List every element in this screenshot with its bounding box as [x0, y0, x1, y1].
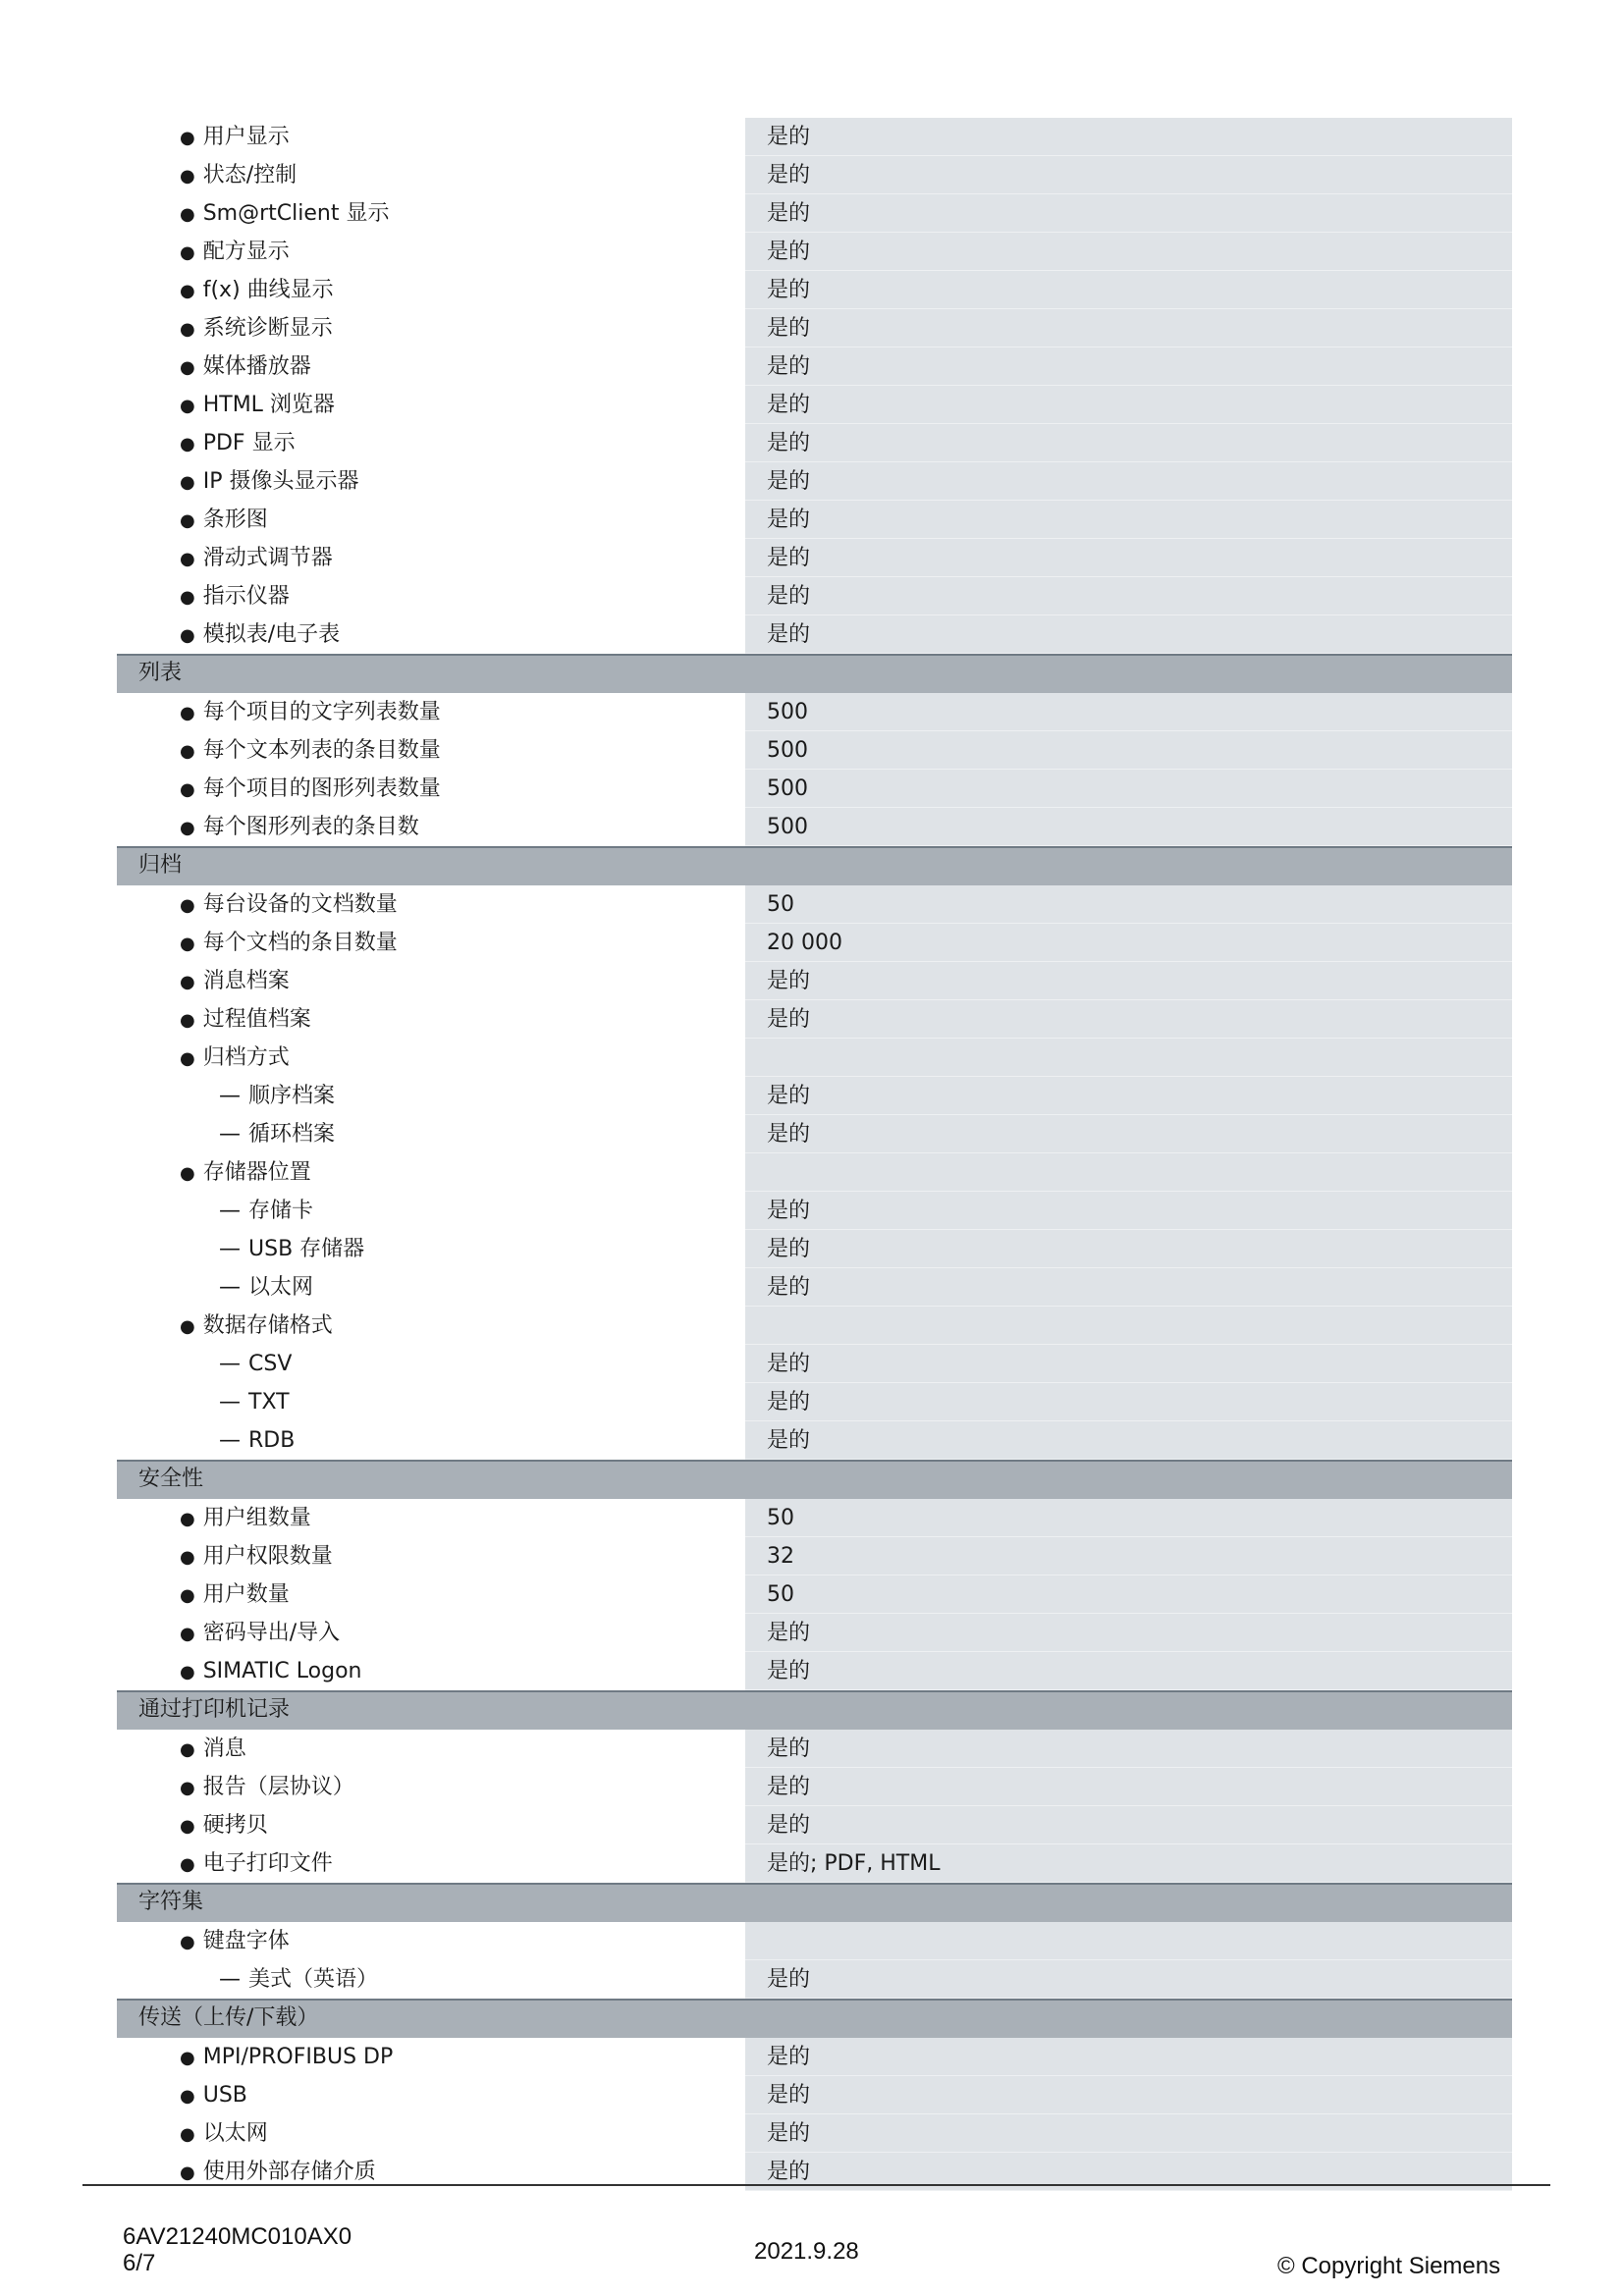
spec-label — [117, 424, 745, 462]
bullet-icon: ● — [180, 128, 195, 148]
spec-value: 是的 — [745, 615, 1512, 654]
spec-label — [117, 2114, 745, 2153]
section-value-cell — [745, 1692, 1512, 1730]
label-text: 每个项目的文字列表数量 — [202, 700, 441, 724]
label-text: 传送（上传/下载） — [138, 2005, 319, 2030]
spec-label — [117, 615, 745, 654]
spec-value: 是的 — [745, 1652, 1512, 1690]
label-text: 归档方式 — [202, 1045, 290, 1070]
spec-label — [117, 1537, 745, 1575]
spec-value: 是的 — [745, 233, 1512, 271]
label-text: 指示仪器 — [202, 584, 290, 609]
label-text: 用户权限数量 — [202, 1544, 333, 1569]
label-text: 报告（层协议） — [202, 1775, 354, 1799]
label-text: 以太网 — [202, 2121, 268, 2146]
dash-icon: — — [219, 1967, 241, 1992]
spec-row — [117, 539, 1512, 577]
spec-label — [117, 118, 745, 156]
spec-row — [117, 615, 1512, 654]
label-text: 循环档案 — [248, 1122, 336, 1147]
spec-value: 是的 — [745, 2076, 1512, 2114]
spec-label — [117, 1230, 745, 1268]
spec-row — [117, 271, 1512, 309]
spec-row — [117, 1039, 1512, 1077]
spec-value: 是的 — [745, 424, 1512, 462]
label-text: IP 摄像头显示器 — [202, 469, 359, 494]
spec-value: 是的 — [745, 194, 1512, 233]
label-text: SIMATIC Logon — [202, 1659, 362, 1683]
spec-label — [117, 1922, 745, 1960]
spec-row — [117, 1000, 1512, 1039]
spec-value: 是的 — [745, 1421, 1512, 1460]
spec-value: 是的 — [745, 1230, 1512, 1268]
spec-row — [117, 2114, 1512, 2153]
label-text: 每个文本列表的条目数量 — [202, 738, 441, 763]
label-text: 硬拷贝 — [202, 1813, 268, 1838]
bullet-icon: ● — [180, 510, 195, 531]
spec-row — [117, 1230, 1512, 1268]
spec-value: 50 — [745, 885, 1512, 924]
spec-value: 是的 — [745, 1000, 1512, 1039]
label-text: HTML 浏览器 — [202, 393, 335, 417]
dash-icon: — — [219, 1275, 241, 1300]
label-text: 模拟表/电子表 — [202, 622, 341, 647]
bullet-icon: ● — [180, 2086, 195, 2107]
bullet-icon: ● — [180, 741, 195, 762]
dash-icon: — — [219, 1122, 241, 1147]
bullet-icon: ● — [180, 2048, 195, 2068]
section-header-row — [117, 1690, 1512, 1730]
bullet-icon: ● — [180, 2163, 195, 2183]
bullet-icon: ● — [180, 818, 195, 838]
spec-row — [117, 1922, 1512, 1960]
spec-row — [117, 2038, 1512, 2076]
spec-row — [117, 156, 1512, 194]
label-text: 滑动式调节器 — [202, 546, 333, 570]
spec-label — [117, 577, 745, 615]
label-text: 以太网 — [248, 1275, 314, 1300]
spec-row — [117, 693, 1512, 731]
label-text: 通过打印机记录 — [138, 1697, 291, 1722]
label-text: 每台设备的文档数量 — [202, 892, 398, 917]
bullet-icon: ● — [180, 281, 195, 301]
spec-row — [117, 1575, 1512, 1614]
section-header-row — [117, 1460, 1512, 1499]
spec-label — [117, 1383, 745, 1421]
spec-label — [117, 2038, 745, 2076]
label-text: CSV — [248, 1352, 293, 1376]
spec-label — [117, 1077, 745, 1115]
section-header-row — [117, 654, 1512, 693]
bullet-icon: ● — [180, 703, 195, 723]
spec-label — [117, 386, 745, 424]
label-text: 过程值档案 — [202, 1007, 311, 1032]
spec-row — [117, 885, 1512, 924]
bullet-icon: ● — [180, 1854, 195, 1875]
spec-label — [117, 962, 745, 1000]
spec-value: 是的 — [745, 118, 1512, 156]
bullet-icon: ● — [180, 472, 195, 493]
spec-value: 是的 — [745, 347, 1512, 386]
label-text: 存储器位置 — [202, 1160, 311, 1185]
section-value-cell — [745, 848, 1512, 885]
spec-value: 是的 — [745, 2153, 1512, 2191]
label-text: 媒体播放器 — [202, 354, 311, 379]
spec-label — [117, 1575, 745, 1614]
spec-value: 50 — [745, 1575, 1512, 1614]
spec-label — [117, 808, 745, 846]
spec-row — [117, 501, 1512, 539]
spec-row — [117, 808, 1512, 846]
spec-label — [117, 1115, 745, 1153]
spec-value — [745, 1307, 1512, 1345]
section-title — [117, 1692, 745, 1730]
spec-label — [117, 1421, 745, 1460]
label-text: MPI/PROFIBUS DP — [202, 2045, 394, 2069]
spec-value: 是的 — [745, 962, 1512, 1000]
spec-label — [117, 347, 745, 386]
spec-label — [117, 1768, 745, 1806]
spec-value: 500 — [745, 770, 1512, 808]
spec-row — [117, 118, 1512, 156]
spec-label — [117, 1499, 745, 1537]
spec-value: 是的 — [745, 1960, 1512, 1999]
bullet-icon: ● — [180, 779, 195, 800]
spec-row — [117, 962, 1512, 1000]
document-id: 6AV21240MC010AX0 — [123, 2223, 352, 2250]
bullet-icon: ● — [180, 396, 195, 416]
spec-row — [117, 577, 1512, 615]
label-text: RDB — [248, 1428, 296, 1453]
label-text: 每个图形列表的条目数 — [202, 815, 419, 839]
spec-row — [117, 347, 1512, 386]
label-text: 美式（英语） — [248, 1967, 379, 1992]
bullet-icon: ● — [180, 1163, 195, 1184]
section-title — [117, 1885, 745, 1922]
spec-value: 50 — [745, 1499, 1512, 1537]
spec-label — [117, 1039, 745, 1077]
spec-row — [117, 770, 1512, 808]
spec-label — [117, 770, 745, 808]
spec-row — [117, 924, 1512, 962]
spec-value: 500 — [745, 808, 1512, 846]
spec-value: 是的 — [745, 1077, 1512, 1115]
spec-value: 是的 — [745, 386, 1512, 424]
bullet-icon: ● — [180, 242, 195, 263]
spec-value: 20 000 — [745, 924, 1512, 962]
spec-value: 是的 — [745, 271, 1512, 309]
label-text: 归档 — [138, 853, 183, 878]
spec-label — [117, 1614, 745, 1652]
label-text: 每个项目的图形列表数量 — [202, 776, 441, 801]
section-value-cell — [745, 656, 1512, 693]
copyright-notice: © Copyright Siemens — [1277, 2253, 1501, 2279]
bullet-icon: ● — [180, 1624, 195, 1644]
section-header-row — [117, 846, 1512, 885]
spec-value: 是的 — [745, 1614, 1512, 1652]
bullet-icon: ● — [180, 1662, 195, 1682]
label-text: 用户组数量 — [202, 1506, 311, 1530]
spec-row — [117, 1383, 1512, 1421]
footer-divider — [82, 2184, 1550, 2186]
spec-value: 是的 — [745, 462, 1512, 501]
spec-row — [117, 1153, 1512, 1192]
bullet-icon: ● — [180, 1547, 195, 1568]
spec-row — [117, 1652, 1512, 1690]
label-text: 消息档案 — [202, 969, 290, 993]
bullet-icon: ● — [180, 587, 195, 608]
bullet-icon: ● — [180, 434, 195, 454]
spec-row — [117, 1844, 1512, 1883]
spec-row — [117, 424, 1512, 462]
spec-label — [117, 1153, 745, 1192]
spec-value: 是的 — [745, 1806, 1512, 1844]
bullet-icon: ● — [180, 1585, 195, 1606]
spec-label — [117, 1000, 745, 1039]
label-text: 使用外部存储介质 — [202, 2160, 376, 2184]
spec-value: 是的 — [745, 577, 1512, 615]
section-header-row — [117, 1999, 1512, 2038]
spec-row — [117, 1268, 1512, 1307]
spec-row — [117, 233, 1512, 271]
label-text: PDF 显示 — [202, 431, 296, 455]
spec-label — [117, 1806, 745, 1844]
spec-value: 是的 — [745, 1730, 1512, 1768]
label-text: 用户数量 — [202, 1582, 290, 1607]
spec-row — [117, 1421, 1512, 1460]
spec-row — [117, 1499, 1512, 1537]
label-text: 键盘字体 — [202, 1929, 290, 1953]
spec-label — [117, 309, 745, 347]
dash-icon: — — [219, 1199, 241, 1223]
spec-value — [745, 1153, 1512, 1192]
spec-value: 32 — [745, 1537, 1512, 1575]
spec-value: 是的 — [745, 2114, 1512, 2153]
spec-row — [117, 1192, 1512, 1230]
label-text: f(x) 曲线显示 — [202, 278, 334, 302]
spec-row — [117, 1115, 1512, 1153]
spec-row — [117, 1806, 1512, 1844]
bullet-icon: ● — [180, 2124, 195, 2145]
dash-icon: — — [219, 1237, 241, 1261]
spec-row — [117, 2076, 1512, 2114]
bullet-icon: ● — [180, 549, 195, 569]
label-text: 存储卡 — [248, 1199, 314, 1223]
label-text: 消息 — [202, 1736, 246, 1761]
section-title — [117, 848, 745, 885]
spec-label — [117, 194, 745, 233]
section-title — [117, 2001, 745, 2038]
document-date: 2021.9.28 — [754, 2238, 859, 2265]
label-text: 用户显示 — [202, 125, 290, 149]
spec-label — [117, 271, 745, 309]
label-text: 列表 — [138, 661, 183, 685]
spec-value: 500 — [745, 731, 1512, 770]
spec-value: 是的 — [745, 1768, 1512, 1806]
spec-row — [117, 1960, 1512, 1999]
spec-label — [117, 539, 745, 577]
spec-row — [117, 1537, 1512, 1575]
section-title — [117, 656, 745, 693]
label-text: 密码导出/导入 — [202, 1621, 341, 1645]
spec-label — [117, 693, 745, 731]
label-text: USB 存储器 — [248, 1237, 365, 1261]
spec-label — [117, 731, 745, 770]
spec-label — [117, 1345, 745, 1383]
label-text: 数据存储格式 — [202, 1313, 333, 1338]
label-text: 字符集 — [138, 1890, 204, 1914]
bullet-icon: ● — [180, 972, 195, 992]
spec-label — [117, 156, 745, 194]
dash-icon: — — [219, 1390, 241, 1415]
section-value-cell — [745, 1462, 1512, 1499]
dash-icon: — — [219, 1428, 241, 1453]
spec-value: 是的 — [745, 156, 1512, 194]
section-header-row — [117, 1883, 1512, 1922]
label-text: 安全性 — [138, 1467, 204, 1491]
label-text: 每个文档的条目数量 — [202, 931, 398, 955]
dash-icon: — — [219, 1352, 241, 1376]
spec-label — [117, 1652, 745, 1690]
spec-row — [117, 1077, 1512, 1115]
spec-label — [117, 1192, 745, 1230]
bullet-icon: ● — [180, 895, 195, 916]
spec-label — [117, 462, 745, 501]
label-text: Sm@rtClient 显示 — [202, 201, 390, 226]
label-text: 顺序档案 — [248, 1084, 336, 1108]
bullet-icon: ● — [180, 1932, 195, 1952]
spec-label — [117, 924, 745, 962]
bullet-icon: ● — [180, 1816, 195, 1837]
bullet-icon: ● — [180, 1739, 195, 1760]
spec-value: 是的 — [745, 309, 1512, 347]
spec-value: 是的 — [745, 1383, 1512, 1421]
bullet-icon: ● — [180, 625, 195, 646]
bullet-icon: ● — [180, 357, 195, 378]
spec-value: 是的 — [745, 1345, 1512, 1383]
bullet-icon: ● — [180, 204, 195, 225]
spec-label — [117, 1268, 745, 1307]
spec-label — [117, 2076, 745, 2114]
spec-value: 是的 — [745, 539, 1512, 577]
section-value-cell — [745, 2001, 1512, 2038]
spec-value: 是的 — [745, 501, 1512, 539]
spec-value — [745, 1039, 1512, 1077]
spec-label — [117, 1960, 745, 1999]
bullet-icon: ● — [180, 1010, 195, 1031]
spec-row — [117, 1345, 1512, 1383]
spec-row — [117, 1768, 1512, 1806]
label-text: TXT — [248, 1390, 290, 1415]
label-text: USB — [202, 2083, 247, 2108]
spec-label — [117, 233, 745, 271]
dash-icon: — — [219, 1084, 241, 1108]
spec-value: 是的 — [745, 1115, 1512, 1153]
spec-row — [117, 731, 1512, 770]
spec-row — [117, 1730, 1512, 1768]
spec-label — [117, 501, 745, 539]
bullet-icon: ● — [180, 1048, 195, 1069]
label-text: 条形图 — [202, 507, 268, 532]
bullet-icon: ● — [180, 166, 195, 187]
spec-value — [745, 1922, 1512, 1960]
spec-row — [117, 1614, 1512, 1652]
label-text: 配方显示 — [202, 240, 290, 264]
spec-row — [117, 386, 1512, 424]
label-text: 系统诊断显示 — [202, 316, 333, 341]
bullet-icon: ● — [180, 1509, 195, 1529]
page-number: 6/7 — [123, 2250, 156, 2276]
spec-row — [117, 194, 1512, 233]
spec-value: 500 — [745, 693, 1512, 731]
spec-label — [117, 885, 745, 924]
spec-label — [117, 1307, 745, 1345]
spec-row — [117, 1307, 1512, 1345]
spec-row — [117, 309, 1512, 347]
section-value-cell — [745, 1885, 1512, 1922]
spec-table — [117, 118, 1512, 2191]
bullet-icon: ● — [180, 1778, 195, 1798]
label-text: 状态/控制 — [202, 163, 298, 187]
spec-value: 是的 — [745, 1192, 1512, 1230]
spec-value: 是的; PDF, HTML — [745, 1844, 1512, 1883]
bullet-icon: ● — [180, 934, 195, 954]
bullet-icon: ● — [180, 1316, 195, 1337]
spec-value: 是的 — [745, 2038, 1512, 2076]
label-text: 电子打印文件 — [202, 1851, 333, 1876]
bullet-icon: ● — [180, 319, 195, 340]
section-title — [117, 1462, 745, 1499]
spec-row — [117, 462, 1512, 501]
spec-label — [117, 1844, 745, 1883]
spec-label — [117, 1730, 745, 1768]
spec-value: 是的 — [745, 1268, 1512, 1307]
